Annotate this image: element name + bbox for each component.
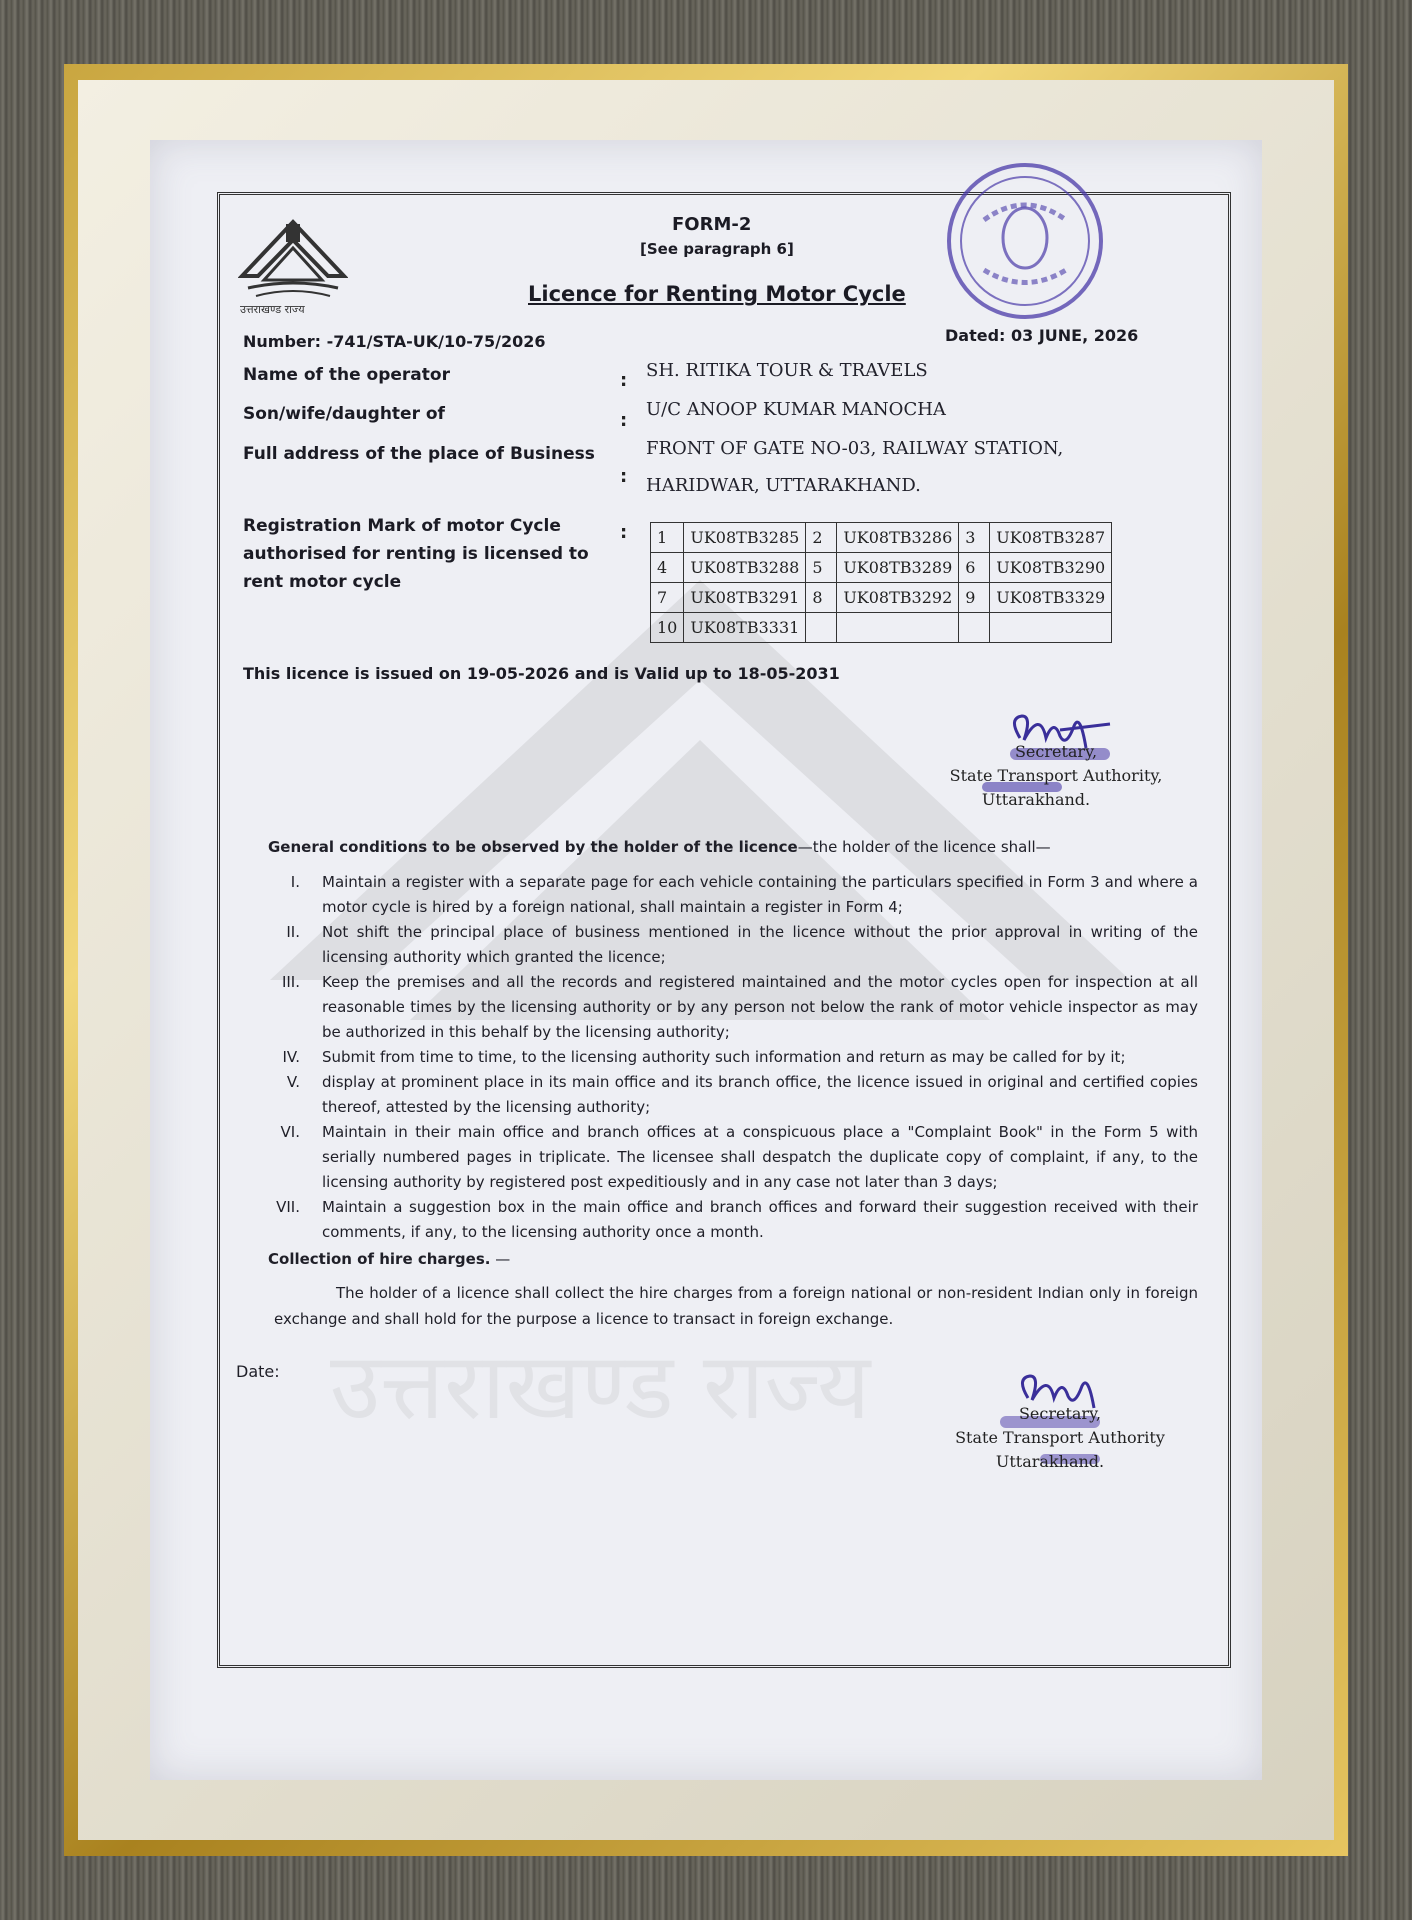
signatory-title: Secretary, <box>1018 1404 1102 1423</box>
relation-value: U/C ANOOP KUMAR MANOCHA <box>646 399 946 420</box>
signatory-authority: State Transport Authority <box>955 1428 1165 1447</box>
condition-number: VI. <box>280 1123 300 1141</box>
reg-serial: 8 <box>806 583 837 613</box>
licence-number: Number: -741/STA-UK/10-75/2026 <box>243 332 546 351</box>
colon: : <box>620 370 628 391</box>
relation-label: Son/wife/daughter of <box>243 404 445 424</box>
address-label: Full address of the place of Business <box>243 444 595 464</box>
reg-serial: 9 <box>959 583 990 613</box>
emblem-caption: उत्तराखण्ड राज्य <box>240 303 305 316</box>
condition-item <box>266 1195 1196 1245</box>
hire-charges-text: The holder of a licence shall collect the hire charges from a foreign national or non-resident Indian only in foreign exchange and shall hold for the purpose a licence to transact in foreign exchange. <box>274 1284 1198 1328</box>
address-line1: FRONT OF GATE NO-03, RAILWAY STATION, <box>646 438 1064 459</box>
conditions-heading-bold: General conditions to be observed by the holder of the licence <box>268 838 798 856</box>
reg-mark: UK08TB3288 <box>684 553 806 583</box>
condition-number: IV. <box>282 1048 300 1066</box>
registration-label-line2: authorised for renting is licensed to <box>243 544 589 564</box>
reg-empty-cell <box>806 613 837 643</box>
condition-item <box>266 1070 1196 1120</box>
condition-text: Maintain in their main office and branch offices at a conspicuous place a "Complaint Book" in the Form 5 with serially numbered pages in triplicate. The licensee shall despatch the duplicate copy of complaint, if any, to the licensing authority by registered post expeditiously and in any case not later than 3 days; <box>322 1123 1198 1191</box>
reg-mark: UK08TB3287 <box>990 523 1112 553</box>
reg-mark: UK08TB3291 <box>684 583 806 613</box>
registration-table <box>650 522 1112 643</box>
colon: : <box>620 522 628 543</box>
reg-serial: 6 <box>959 553 990 583</box>
condition-number: VII. <box>276 1198 300 1216</box>
watermark-text: उत्तराखण्ड राज्य <box>330 1333 871 1440</box>
signatory-state: Uttarakhand. <box>981 790 1091 809</box>
reg-mark: UK08TB3290 <box>990 553 1112 583</box>
validity-statement: This licence is issued on 19-05-2026 and is Valid up to 18-05-2031 <box>243 664 840 683</box>
reg-serial: 4 <box>651 553 684 583</box>
conditions-heading <box>268 838 1051 856</box>
reg-mark: UK08TB3329 <box>990 583 1112 613</box>
table-row <box>651 583 1112 613</box>
hire-charges-heading <box>268 1250 510 1268</box>
official-seal <box>944 160 1106 322</box>
operator-value: SH. RITIKA TOUR & TRAVELS <box>646 360 928 381</box>
colon: : <box>620 466 628 487</box>
licence-date: Dated: 03 JUNE, 2026 <box>945 326 1139 345</box>
condition-item <box>266 970 1196 1045</box>
registration-label: Registration Mark of motor Cycle <box>243 516 561 536</box>
condition-number: I. <box>290 873 300 891</box>
condition-text: display at prominent place in its main office and its branch office, the licence issued in original and certified copies thereof, attested by the licensing authority; <box>322 1073 1198 1116</box>
condition-item <box>266 870 1196 920</box>
condition-text: Submit from time to time, to the licensing authority such information and return as may be called for by it; <box>322 1048 1126 1066</box>
condition-item <box>266 1120 1196 1195</box>
hire-heading-bold: Collection of hire charges. <box>268 1250 491 1268</box>
condition-item <box>266 1045 1196 1070</box>
date-label: Date: <box>236 1362 280 1381</box>
reg-mark: UK08TB3292 <box>837 583 959 613</box>
signatory-state: Uttarakhand. <box>995 1452 1105 1471</box>
condition-text: Maintain a suggestion box in the main office and branch offices and forward their suggestion received with their comments, if any, to the licensing authority once a month. <box>322 1198 1198 1241</box>
address-line2: HARIDWAR, UTTARAKHAND. <box>646 475 921 496</box>
table-row <box>651 613 1112 643</box>
condition-number: III. <box>281 973 300 991</box>
colon: : <box>620 410 628 431</box>
hire-heading-tail: — <box>490 1250 511 1268</box>
reg-serial: 1 <box>651 523 684 553</box>
reg-serial: 7 <box>651 583 684 613</box>
reg-serial: 3 <box>959 523 990 553</box>
reg-empty-cell <box>837 613 959 643</box>
reg-serial: 5 <box>806 553 837 583</box>
reg-serial: 10 <box>651 613 684 643</box>
condition-text: Not shift the principal place of business mentioned in the licence without the prior approval in writing of the licensing authority which granted the licence; <box>322 923 1198 966</box>
condition-number: V. <box>286 1073 300 1091</box>
reg-mark: UK08TB3289 <box>837 553 959 583</box>
reg-serial: 2 <box>806 523 837 553</box>
signatory-title: Secretary, <box>1014 742 1098 761</box>
table-row <box>651 553 1112 583</box>
condition-item <box>266 920 1196 970</box>
condition-text: Keep the premises and all the records and registered maintained and the motor cycles open for inspection at all reasonable times by the licensing authority or by any person not below the rank of motor vehicle inspector as may be authorized in this behalf by the licensing authority; <box>322 973 1198 1041</box>
reg-mark: UK08TB3285 <box>684 523 806 553</box>
conditions-heading-tail: —the holder of the licence shall— <box>797 838 1051 856</box>
reg-mark: UK08TB3331 <box>684 613 806 643</box>
page-title: Licence for Renting Motor Cycle <box>528 282 906 306</box>
condition-number: II. <box>286 923 300 941</box>
reg-empty-cell <box>959 613 990 643</box>
form-paragraph: [See paragraph 6] <box>640 240 794 258</box>
form-number: FORM-2 <box>672 214 752 235</box>
reg-empty-cell <box>990 613 1112 643</box>
operator-label: Name of the operator <box>243 365 450 385</box>
registration-label-line3: rent motor cycle <box>243 572 402 592</box>
condition-text: Maintain a register with a separate page for each vehicle containing the particulars specified in Form 3 and where a motor cycle is hired by a foreign national, shall maintain a register in Form 4; <box>322 873 1198 916</box>
uttarakhand-emblem-icon <box>238 218 348 300</box>
signatory-authority: State Transport Authority, <box>949 766 1163 785</box>
reg-mark: UK08TB3286 <box>837 523 959 553</box>
table-row <box>651 523 1112 553</box>
